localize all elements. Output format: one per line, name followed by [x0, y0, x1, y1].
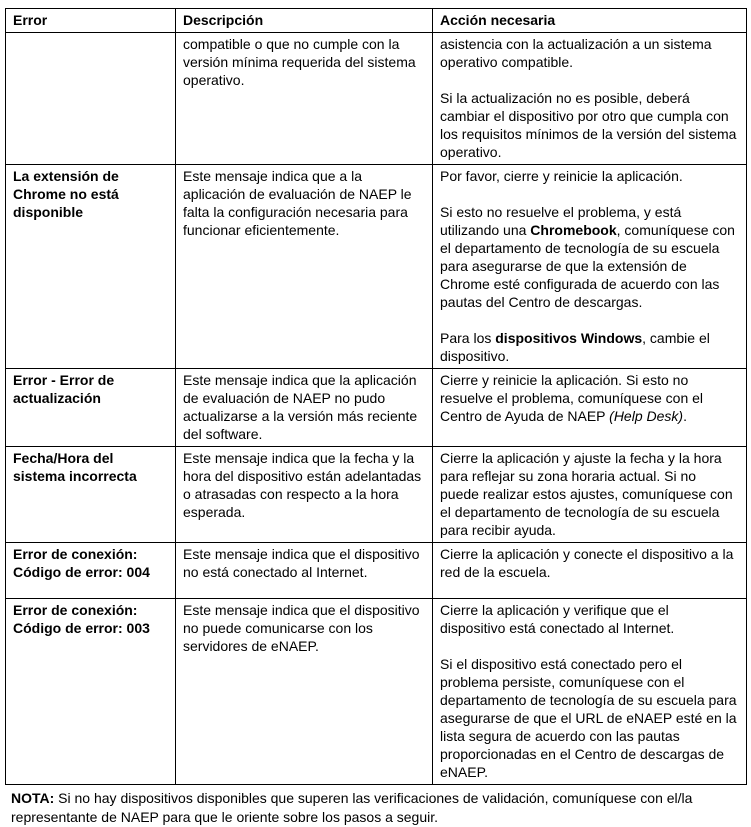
text-run: , comuníquese con el departamento de tecnología de su escuela para asegurarse de que la extensión de Chrome esté configurada de acuerdo con las pautas del Centro de descargas. — [440, 222, 735, 310]
paragraph — [183, 35, 424, 89]
cell-error — [6, 369, 176, 447]
cell-descripcion — [176, 543, 433, 599]
paragraph — [13, 545, 167, 581]
paragraph — [13, 449, 167, 485]
text-run: compatible o que no cumple con la versión mínima requerida del sistema operativo. — [183, 36, 416, 88]
column-header-accion-necesaria: Acción necesaria — [433, 9, 747, 33]
text-run: Por favor, cierre y reinicie la aplicación. — [440, 168, 683, 184]
text-run: Este mensaje indica que la aplicación de evaluación de NAEP no pudo actualizarse a la versión más reciente del software. — [183, 372, 418, 442]
table-header-row — [6, 9, 747, 33]
cell-descripcion — [176, 33, 433, 165]
cell-error — [6, 447, 176, 543]
column-header-descripcion: Descripción — [176, 9, 433, 33]
cell-descripcion — [176, 599, 433, 785]
footnote — [5, 785, 750, 827]
cell-error — [6, 165, 176, 369]
cell-accion — [433, 447, 747, 543]
text-run: Chromebook — [530, 222, 617, 238]
paragraph — [440, 89, 738, 161]
table-row — [6, 543, 747, 599]
footnote-label: NOTA: — [11, 790, 55, 806]
text-run: asistencia con la actualización a un sistema operativo compatible. — [440, 36, 712, 70]
cell-error — [6, 33, 176, 165]
paragraph — [440, 167, 738, 185]
paragraph — [440, 655, 738, 781]
table-body — [6, 33, 747, 785]
paragraph — [13, 601, 167, 637]
text-run: , cambie el dispositivo. — [440, 330, 710, 364]
cell-accion — [433, 599, 747, 785]
text-run: Este mensaje indica que el dispositivo no puede comunicarse con los servidores de eNAEP. — [183, 602, 420, 654]
paragraph — [183, 167, 424, 239]
text-run: Si el dispositivo está conectado pero el problema persiste, comuníquese con el departamento de tecnología de su escuela para asegurarse de que el URL de eNAEP esté en la lista segura de acuerdo con las pautas proporcionadas en el Centro de descargas de eNAEP. — [440, 656, 737, 780]
text-run: (Help Desk) — [609, 408, 684, 424]
paragraph — [440, 203, 738, 311]
text-run: Cierre y reinicie la aplicación. Si esto no resuelve el problema, comuníquese con el Centro de Ayuda de NAEP — [440, 372, 704, 424]
paragraph — [183, 449, 424, 521]
table-row — [6, 165, 747, 369]
text-run: dispositivos Windows — [495, 330, 643, 346]
cell-accion — [433, 369, 747, 447]
text-run: Este mensaje indica que a la aplicación de evaluación de NAEP le falta la configuración necesaria para funcionar eficientemente. — [183, 168, 412, 238]
paragraph — [183, 371, 424, 443]
paragraph — [183, 545, 424, 581]
cell-accion — [433, 33, 747, 165]
cell-accion — [433, 165, 747, 369]
cell-descripcion — [176, 369, 433, 447]
paragraph — [440, 545, 738, 581]
text-run: Para los — [440, 330, 496, 346]
cell-error — [6, 599, 176, 785]
table-row — [6, 599, 747, 785]
paragraph — [440, 371, 738, 425]
paragraph — [13, 167, 167, 221]
paragraph — [13, 371, 167, 407]
text-run: Este mensaje indica que el dispositivo no está conectado al Internet. — [183, 546, 420, 580]
cell-error — [6, 543, 176, 599]
paragraph — [440, 601, 738, 637]
paragraph — [440, 329, 738, 365]
text-run: Error de conexión: Código de error: 003 — [13, 602, 150, 636]
text-run: Cierre la aplicación y verifique que el dispositivo está conectado al Internet. — [440, 602, 675, 636]
table-row — [6, 369, 747, 447]
text-run: Fecha/Hora del sistema incorrecta — [13, 450, 137, 484]
text-run: Error de conexión: Código de error: 004 — [13, 546, 150, 580]
text-run: Si esto no resuelve el problema, y está utilizando una — [440, 204, 682, 238]
text-run: Error - Error de actualización — [13, 372, 115, 406]
text-run: Si la actualización no es posible, deberá cambiar el dispositivo por otro que cumpla con los requisitos mínimos de la versión del sistema operativo. — [440, 90, 737, 160]
paragraph — [440, 449, 738, 539]
text-run: Cierre la aplicación y ajuste la fecha y la hora para reflejar su zona horaria actual. Si no puede realizar estos ajustes, comuníquese con el departamento de tecnología de su escuela para recibir ayuda. — [440, 450, 733, 538]
error-table — [5, 8, 747, 785]
text-run: Cierre la aplicación y conecte el dispositivo a la red de la escuela. — [440, 546, 734, 580]
text-run: . — [683, 408, 687, 424]
cell-descripcion — [176, 447, 433, 543]
text-run: Este mensaje indica que la fecha y la hora del dispositivo están adelantadas o atrasadas con respecto a la hora esperada. — [183, 450, 422, 520]
text-run: La extensión de Chrome no está disponible — [13, 168, 119, 220]
paragraph — [183, 601, 424, 655]
cell-accion — [433, 543, 747, 599]
footnote-text: Si no hay dispositivos disponibles que superen las verificaciones de validación, comuníquese con el/la representante de NAEP para que le oriente sobre los pasos a seguir. — [11, 790, 693, 825]
table-row — [6, 447, 747, 543]
cell-descripcion — [176, 165, 433, 369]
table-row — [6, 33, 747, 165]
paragraph — [440, 35, 738, 71]
column-header-error: Error — [6, 9, 176, 33]
